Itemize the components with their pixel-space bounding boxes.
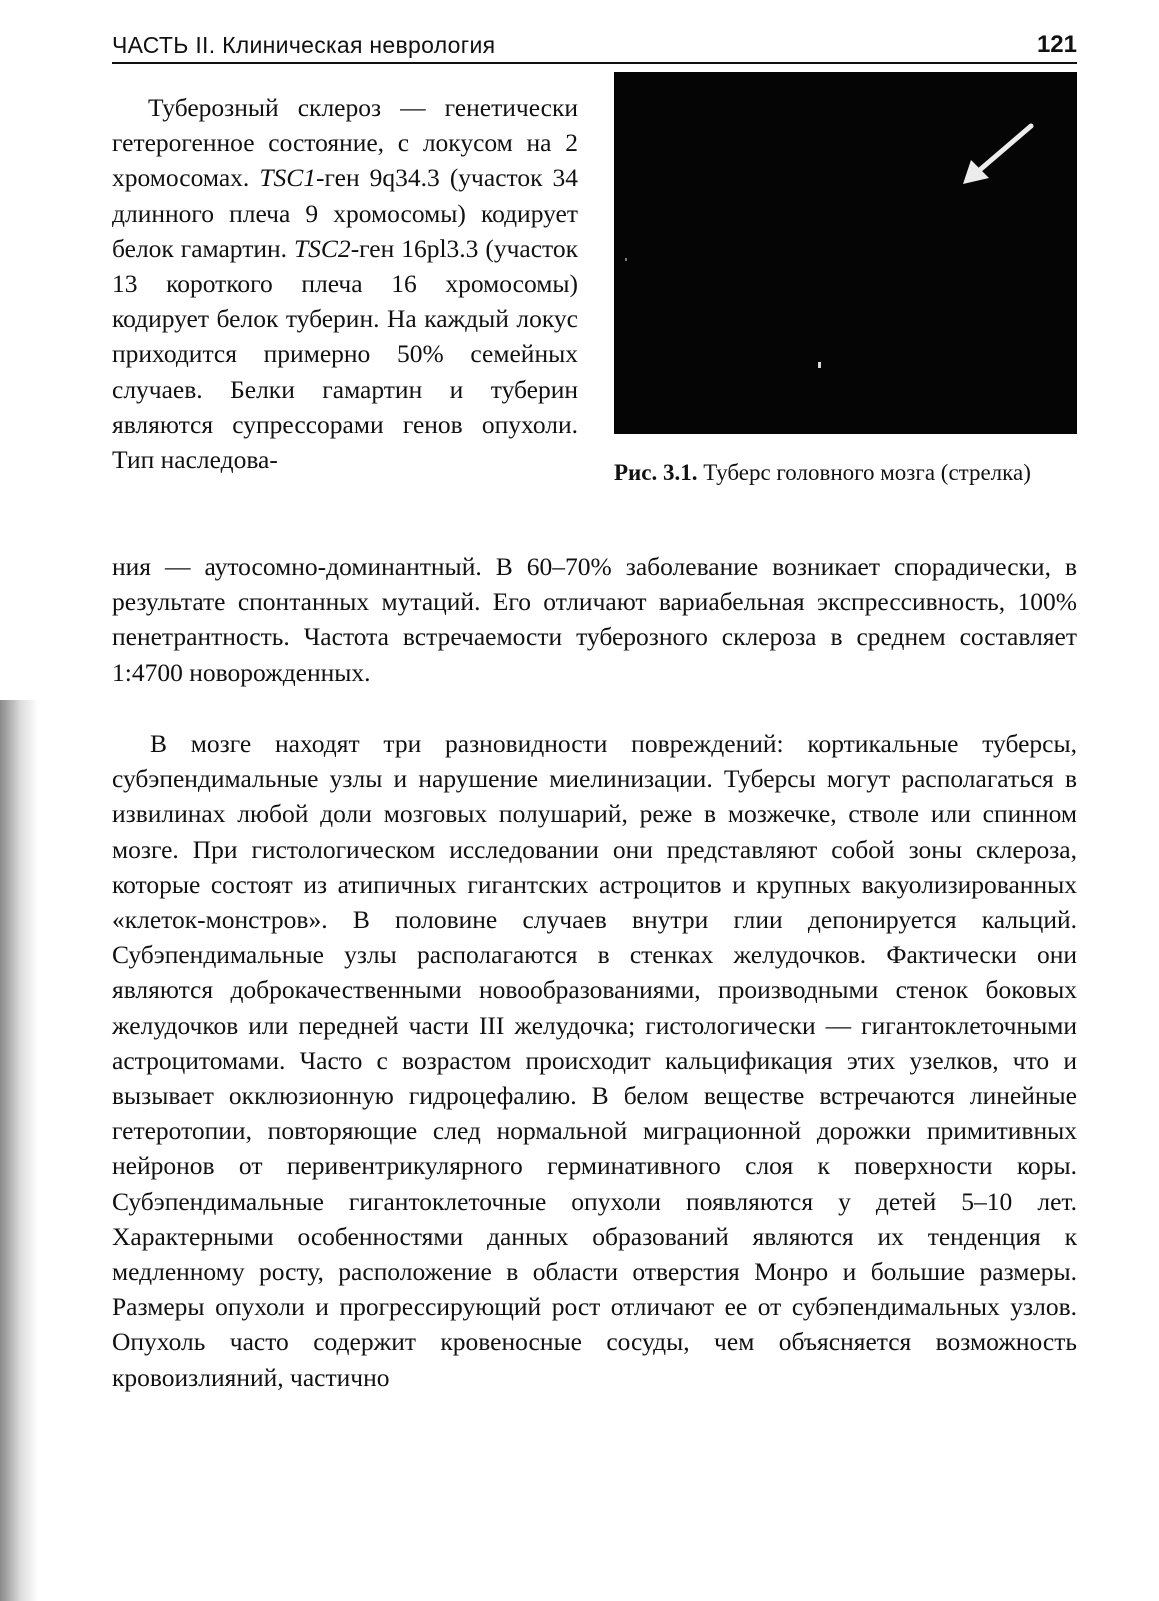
paragraph-1-part-c: -ген 16pl3.3 (участок 13 короткого плеча 16 хромосомы) кодирует белок туберин. На каждый локус приходится примерно 50% семейных случаев. Белки гамартин и туберин являются супрессорами генов опухоли. Тип наследова- xyxy=(112,233,578,475)
paragraph-1-part-b: -ген 9q34.3 (участок 34 длинного плеча 9 хромосомы) кодирует белок гамартин. xyxy=(112,163,579,263)
paragraph-1-continuation: ния — аутосомно-доминантный. В 60–70% заболевание возникает спорадически, в результате спонтанных мутаций. Его отличают вариабельная экспрессивность, 100% пенетрантность. Частота встречаемости туберозного склероза в среднем составляет 1:4700 новорожденных. xyxy=(112,552,1077,687)
caption-text: Туберс головного мозга (стрелка) xyxy=(703,460,1031,485)
paragraph-1 xyxy=(112,90,578,477)
running-head: ЧАСТЬ II. Клиническая неврология xyxy=(112,32,496,58)
arrow-down-left-icon xyxy=(959,120,1039,190)
paragraph-2: В мозге находят три разновидности повреждений: кортикальные туберсы, субэпендимальные узлы и нарушение миелинизации. Туберсы могут располагаться в извилинах любой доли мозговых полушарий, реже в мозжечке, стволе или спинном мозге. При гистологическом исследовании они представляют собой зоны склероза, которые состоят из атипичных гигантских астроцитов и крупных вакуолизированных «клеток-монстров». В половине случаев внутри глии депонируется кальций. Субэпендимальные узлы располагаются в стенках желудочков. Фактически они являются доброкачественными новообразованиями, производными стенок боковых желудочков или передней части III желудочка; гистологически — гигантоклеточными астроцитомами. Часто с возрастом происходит кальцификация этих узелков, что и вызывает окклюзионную гидроцефалию. В белом веществе встречаются линейные гетеротопии, повторяющие след нормальной миграционной дорожки примитивных нейронов от перивентрикулярного герминативного слоя к поверхности коры. Субэпендимальные гигантоклеточные опухоли появляются у детей 5–10 лет. Характерными особенностями данных образований являются их тенденция к медленному росту, расположение в области отверстия Монро и большие размеры. Размеры опухоли и прогрессирующий рост отличают ее от субэпендимальных узлов. Опухоль часто содержит кровеносные сосуды, чем объясняется возможность кровоизлияний, частично xyxy=(112,729,1077,1392)
figure-caption xyxy=(614,458,1077,488)
image-artifact xyxy=(625,258,627,261)
gene-tsc2: TSC2 xyxy=(293,233,351,263)
page-number: 121 xyxy=(1036,31,1077,58)
image-artifact xyxy=(818,362,821,368)
gene-tsc1: TSC1 xyxy=(259,163,317,193)
caption-label: Рис. 3.1. xyxy=(614,460,698,485)
paragraph-1-part-a: Туберозный склероз — генетически гетерогенное состояние, с локусом на 2 хромосомах. xyxy=(112,93,578,193)
figure-mri-image xyxy=(614,72,1077,434)
scan-shadow-edge xyxy=(0,700,38,1601)
page-header xyxy=(112,30,1077,64)
